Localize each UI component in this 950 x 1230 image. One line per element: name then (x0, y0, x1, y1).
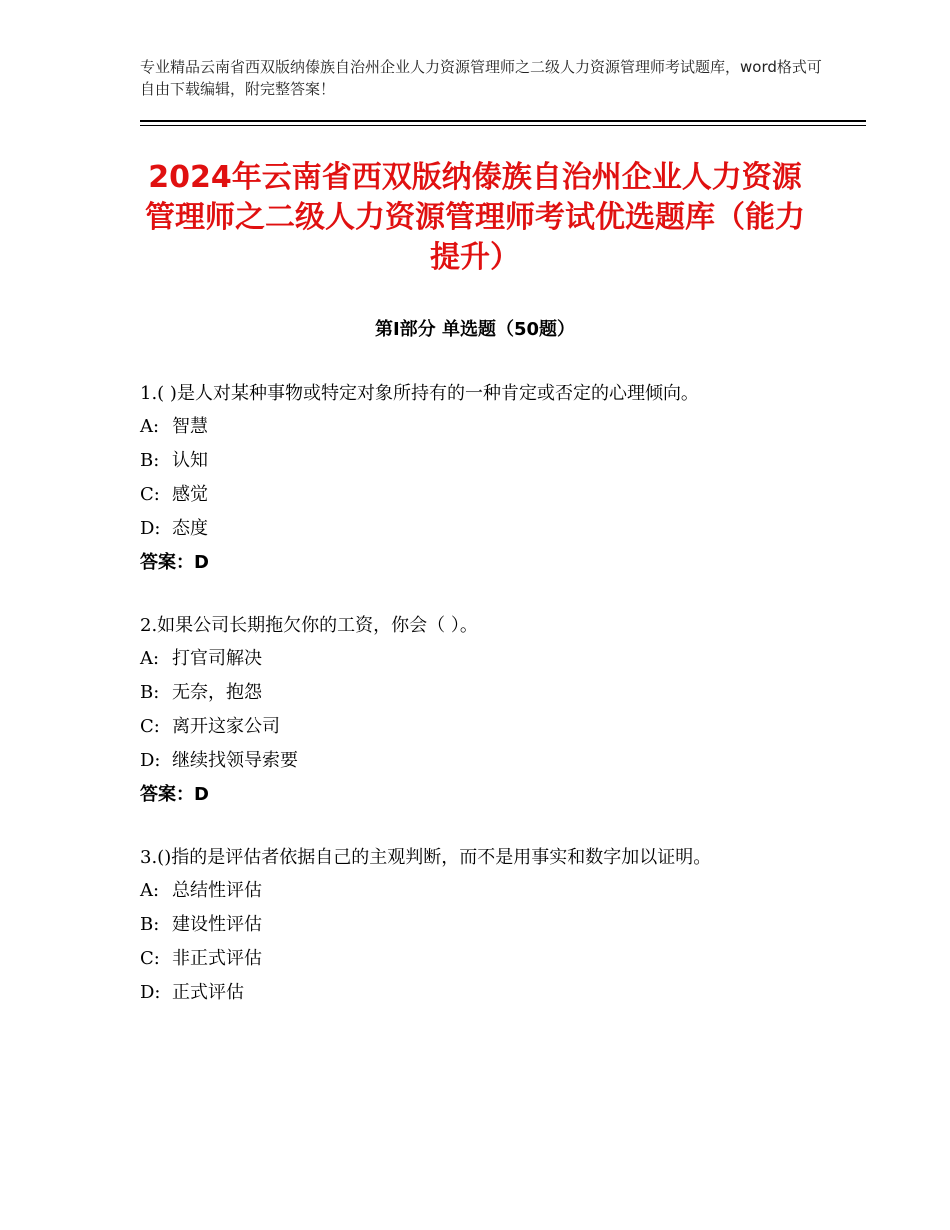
option-c (140, 942, 810, 976)
option-letter: B: (140, 682, 160, 703)
header-note: 专业精品云南省西双版纳傣族自治州企业人力资源管理师之二级人力资源管理师考试题库，word格式可自由下载编辑，附完整答案！ (140, 58, 822, 98)
option-letter: D: (140, 518, 161, 539)
option-text: 建设性评估 (172, 914, 262, 935)
option-letter: C: (140, 948, 160, 969)
question-stem: 2.如果公司长期拖欠你的工资，你会（ ）。 (140, 615, 478, 636)
question-list (140, 378, 810, 1040)
option-text: 非正式评估 (172, 948, 262, 969)
option-b (140, 444, 810, 478)
option-a (140, 642, 810, 676)
option-letter: A: (140, 648, 160, 669)
section-title: 第Ⅰ部分 单选题（50题） (374, 319, 575, 340)
header-rule-thick (140, 120, 866, 122)
option-d (140, 512, 810, 546)
answer-line (140, 546, 810, 580)
option-letter: B: (140, 914, 160, 935)
option-text: 态度 (172, 518, 208, 539)
option-text: 感觉 (172, 484, 208, 505)
question-stem: 1.( )是人对某种事物或特定对象所持有的一种肯定或否定的心理倾向。 (140, 383, 699, 404)
option-text: 认知 (172, 450, 208, 471)
option-letter: A: (140, 416, 160, 437)
option-c (140, 710, 810, 744)
option-letter: C: (140, 716, 160, 737)
option-text: 正式评估 (172, 982, 244, 1003)
question-stem: 3.()指的是评估者依据自己的主观判断，而不是用事实和数字加以证明。 (140, 847, 712, 868)
option-letter: A: (140, 880, 160, 901)
option-text: 智慧 (172, 416, 208, 437)
option-text: 无奈，抱怨 (172, 682, 262, 703)
option-d (140, 976, 810, 1010)
option-letter: C: (140, 484, 160, 505)
answer-value: D (194, 784, 209, 805)
question-3 (140, 842, 810, 1010)
option-text: 继续找领导索要 (172, 750, 298, 771)
option-c (140, 478, 810, 512)
option-letter: D: (140, 750, 161, 771)
answer-value: D (194, 552, 209, 573)
option-text: 离开这家公司 (172, 716, 280, 737)
question-1 (140, 378, 810, 580)
answer-label: 答案： (140, 552, 194, 573)
option-b (140, 908, 810, 942)
question-2 (140, 610, 810, 812)
answer-label: 答案： (140, 784, 194, 805)
document-title: 2024年云南省西双版纳傣族自治州企业人力资源管理师之二级人力资源管理师考试优选题库（能力提升） (145, 160, 805, 275)
option-letter: D: (140, 982, 161, 1003)
option-letter: B: (140, 450, 160, 471)
header-rule-thin (140, 125, 866, 126)
option-text: 总结性评估 (172, 880, 262, 901)
option-a (140, 874, 810, 908)
option-b (140, 676, 810, 710)
option-d (140, 744, 810, 778)
answer-line (140, 778, 810, 812)
option-text: 打官司解决 (172, 648, 262, 669)
option-a (140, 410, 810, 444)
